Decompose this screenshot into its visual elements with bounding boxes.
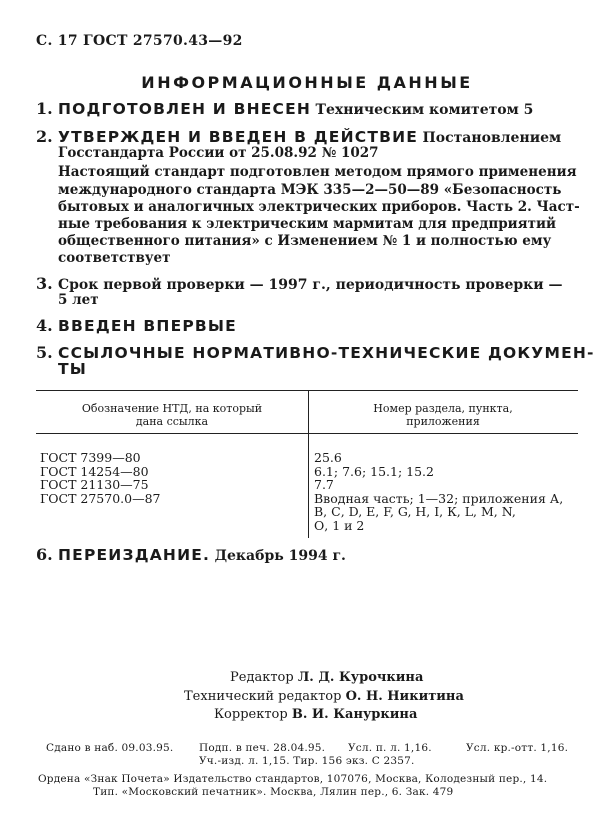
table-cell: ГОСТ 14254—80 — [40, 463, 149, 479]
staff-name: О. Н. Никитина — [345, 689, 464, 704]
table-cell: О, 1 и 2 — [314, 517, 365, 533]
table-cell: 25.6 — [314, 450, 342, 465]
section-3 — [36, 275, 563, 294]
page-title: ИНФОРМАЦИОННЫЕ ДАННЫЕ — [141, 73, 473, 92]
section-6 — [36, 546, 346, 565]
table-col-refs — [314, 451, 563, 532]
section-text: Декабрь 1994 г. — [214, 548, 346, 564]
section-number: 1. — [36, 99, 53, 118]
staff-name: Л. Д. Курочкина — [297, 670, 424, 685]
section-heading: УТВЕРЖДЕН И ВВЕДЕН В ДЕЙСТВИЕ — [58, 128, 419, 146]
staff-role: Редактор — [230, 670, 294, 685]
section-3-cont: 5 лет — [58, 292, 99, 308]
imprint-print-date: Подп. в печ. 28.04.95. — [199, 742, 326, 754]
section-heading: ССЫЛОЧНЫЕ НОРМАТИВНО-ТЕХНИЧЕСКИЕ ДОКУМЕН- — [58, 344, 595, 362]
staff-name: В. И. Кануркина — [291, 707, 418, 722]
section-1 — [36, 100, 533, 119]
section-number: 6. — [36, 545, 53, 564]
imprint-print-sheets: Усл. п. л. 1,16. — [348, 742, 432, 754]
section-text: Постановлением — [422, 130, 562, 146]
table-header-col1 — [36, 402, 308, 428]
section-2-line: международного стандарта МЭК 335—2—50—89 «Безопасность — [58, 182, 562, 198]
section-4 — [36, 317, 237, 336]
section-heading: ПОДГОТОВЛЕН И ВНЕСЕН — [58, 100, 312, 118]
table-cell: 6.1; 7.6; 15.1; 15.2 — [314, 463, 434, 479]
section-2-line: общественного питания» с Изменением № 1 и полностью ему — [58, 233, 552, 249]
table-cell: 7.7 — [314, 477, 334, 492]
table-col-docs — [40, 451, 161, 505]
section-2-line: соответствует — [58, 250, 171, 266]
proofreader-credit — [214, 707, 417, 722]
table-top-rule — [36, 390, 578, 391]
table-cell: Вводная часть; 1—32; приложения А, — [314, 490, 564, 506]
table-cell: В, С, D, Е, F, G, Н, I, К, L, М, N, — [314, 504, 516, 519]
section-2-line: Госстандарта России от 25.08.92 № 1027 — [58, 145, 379, 161]
header-line: Обозначение НТД, на который — [81, 402, 263, 415]
staff-role: Технический редактор — [184, 689, 342, 704]
section-number: 3. — [36, 274, 53, 293]
tech-editor-credit — [184, 689, 464, 704]
table-header-col2 — [308, 402, 578, 428]
section-text: Срок первой проверки — 1997 г., периодичность проверки — — [58, 277, 563, 293]
editor-credit — [230, 670, 423, 685]
imprint-printer: Тип. «Московский печатник». Москва, Лялин пер., 6. Зак. 479 — [93, 786, 454, 798]
imprint-color-sheets: Усл. кр.-отт. 1,16. — [466, 742, 569, 754]
header-line: Номер раздела, пункта, — [373, 402, 513, 415]
table-cell: ГОСТ 21130—75 — [40, 477, 149, 492]
imprint-publisher-sheets: Уч.-изд. л. 1,15. Тир. 156 экз. С 2357. — [199, 755, 415, 767]
page-header: С. 17 ГОСТ 27570.43—92 — [36, 33, 243, 49]
section-2-line: Настоящий стандарт подготовлен методом прямого применения — [58, 164, 577, 180]
section-2-line: бытовых и аналогичных электрических приборов. Часть 2. Част- — [58, 199, 580, 215]
section-number: 5. — [36, 343, 53, 362]
table-header-rule — [36, 433, 578, 434]
section-number: 2. — [36, 127, 53, 146]
table-cell: ГОСТ 7399—80 — [40, 450, 141, 465]
header-line: приложения — [406, 415, 480, 428]
section-heading: ВВЕДЕН ВПЕРВЫЕ — [58, 317, 237, 335]
section-text: Техническим комитетом 5 — [315, 102, 534, 118]
section-2-line: ные требования к электрическим мармитам для предприятий — [58, 216, 557, 232]
staff-role: Корректор — [214, 707, 288, 722]
header-line: дана ссылка — [135, 415, 209, 428]
section-heading: ПЕРЕИЗДАНИЕ. — [58, 546, 211, 564]
section-5-cont: ТЫ — [58, 360, 88, 378]
table-cell: ГОСТ 27570.0—87 — [40, 490, 161, 506]
imprint-publisher: Ордена «Знак Почета» Издательство стандартов, 107076, Москва, Колодезный пер., 14. — [38, 773, 548, 785]
imprint-typeset-date: Сдано в наб. 09.03.95. — [46, 742, 174, 754]
section-5 — [36, 344, 595, 363]
section-number: 4. — [36, 316, 53, 335]
